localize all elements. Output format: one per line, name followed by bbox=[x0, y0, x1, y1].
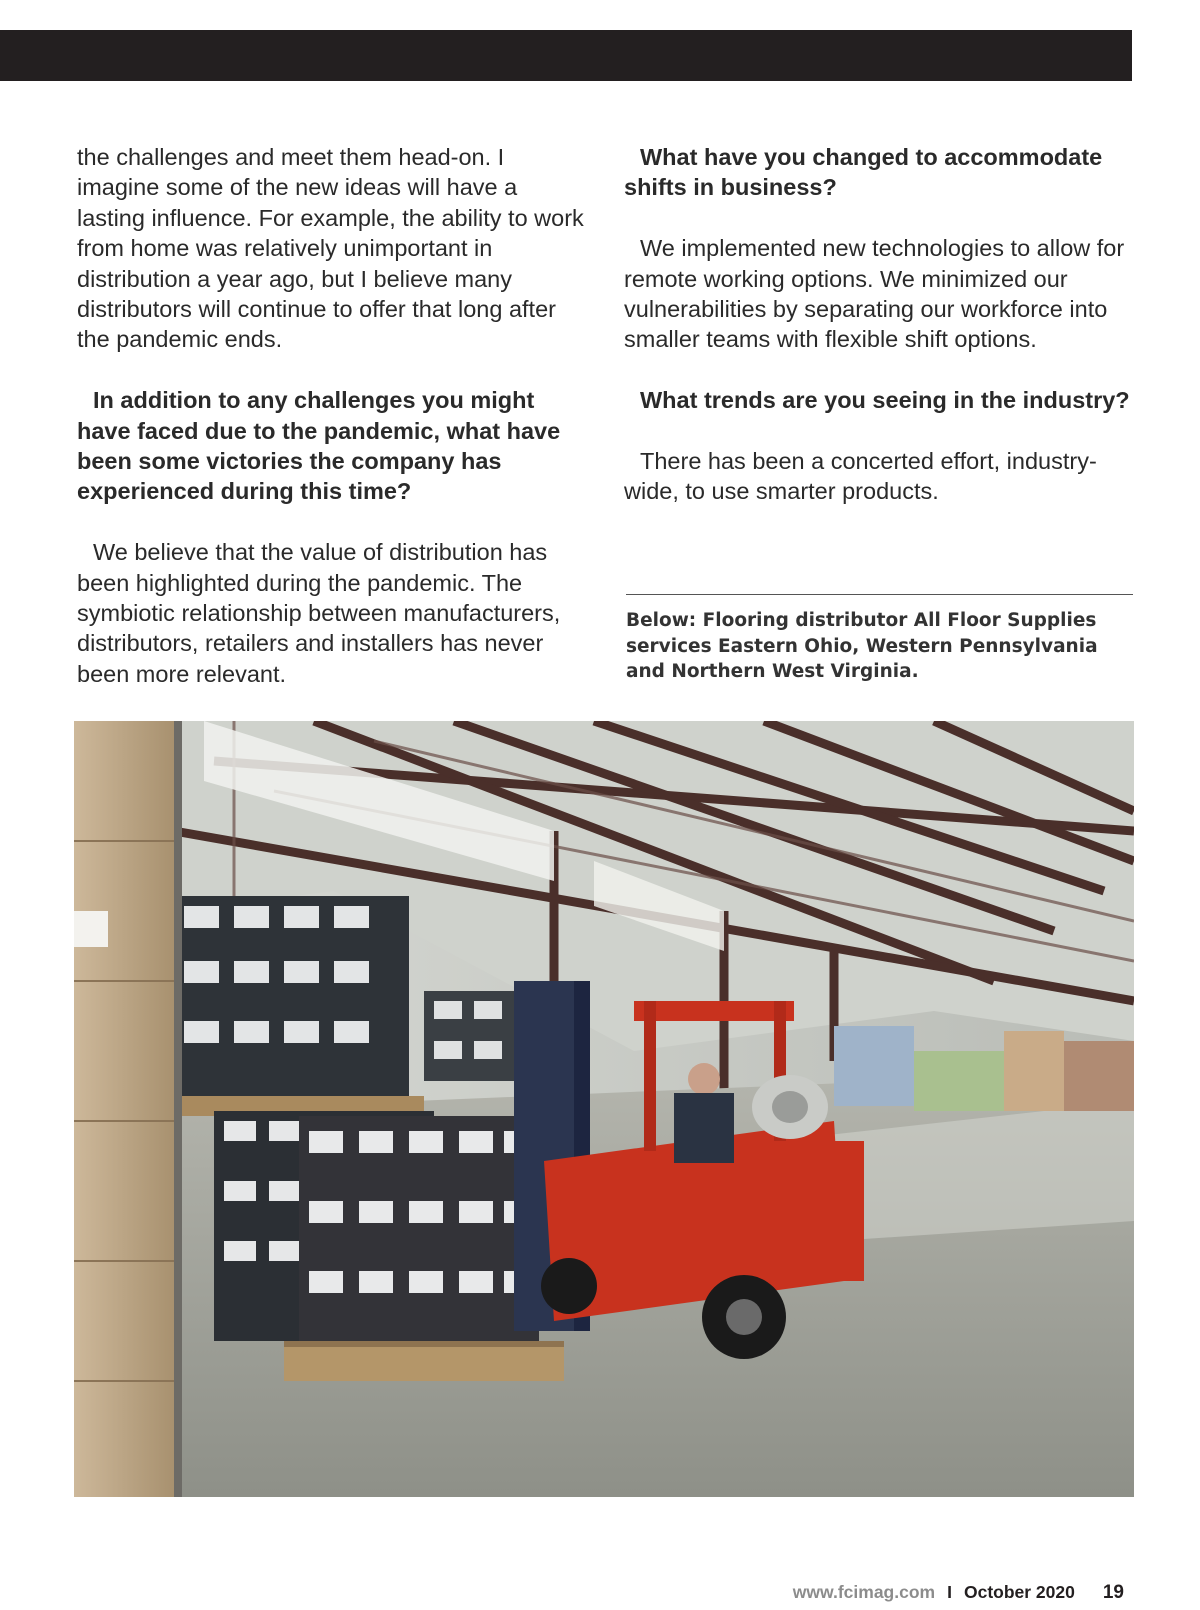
footer-url: www.fcimag.com bbox=[792, 1582, 936, 1602]
header-bar bbox=[0, 30, 1132, 81]
page-footer bbox=[793, 1582, 1124, 1604]
page-number: 19 bbox=[1102, 1582, 1124, 1603]
caption-divider bbox=[626, 594, 1133, 595]
interview-answer: We believe that the value of distribution has been highlighted during the pandemic. The symbiotic relationship between manufacturers, distributors, retailers and installers has never been more relevant. bbox=[77, 539, 561, 687]
interview-answer: We implemented new technologies to allow for remote working options. We minimized our vulnerabilities by separating our workforce into smaller teams with flexible shift options. bbox=[624, 235, 1125, 353]
footer-separator: I bbox=[947, 1582, 952, 1602]
photo-caption: Below: Flooring distributor All Floor Supplies services Eastern Ohio, Western Pennsylvania and Northern West Virginia. bbox=[626, 610, 1098, 682]
right-column bbox=[624, 142, 1144, 537]
issue-date: October 2020 bbox=[963, 1582, 1075, 1602]
left-column bbox=[77, 142, 587, 720]
warehouse-photo bbox=[74, 721, 1134, 1497]
article-paragraph: the challenges and meet them head-on. I imagine some of the new ideas will have a lasting influence. For example, the ability to work from home was relatively unimportant in distribution a year ago, but I believe many distributors will continue to offer that long after the pandemic ends. bbox=[77, 144, 584, 353]
interview-question: In addition to any challenges you might have faced due to the pandemic, what have been some victories the company has experienced during this time? bbox=[77, 387, 561, 505]
interview-question: What trends are you seeing in the industry? bbox=[640, 387, 1130, 414]
interview-question: What have you changed to accommodate shifts in business? bbox=[624, 144, 1103, 201]
interview-answer: There has been a concerted effort, industry-wide, to use smarter products. bbox=[624, 448, 1097, 505]
